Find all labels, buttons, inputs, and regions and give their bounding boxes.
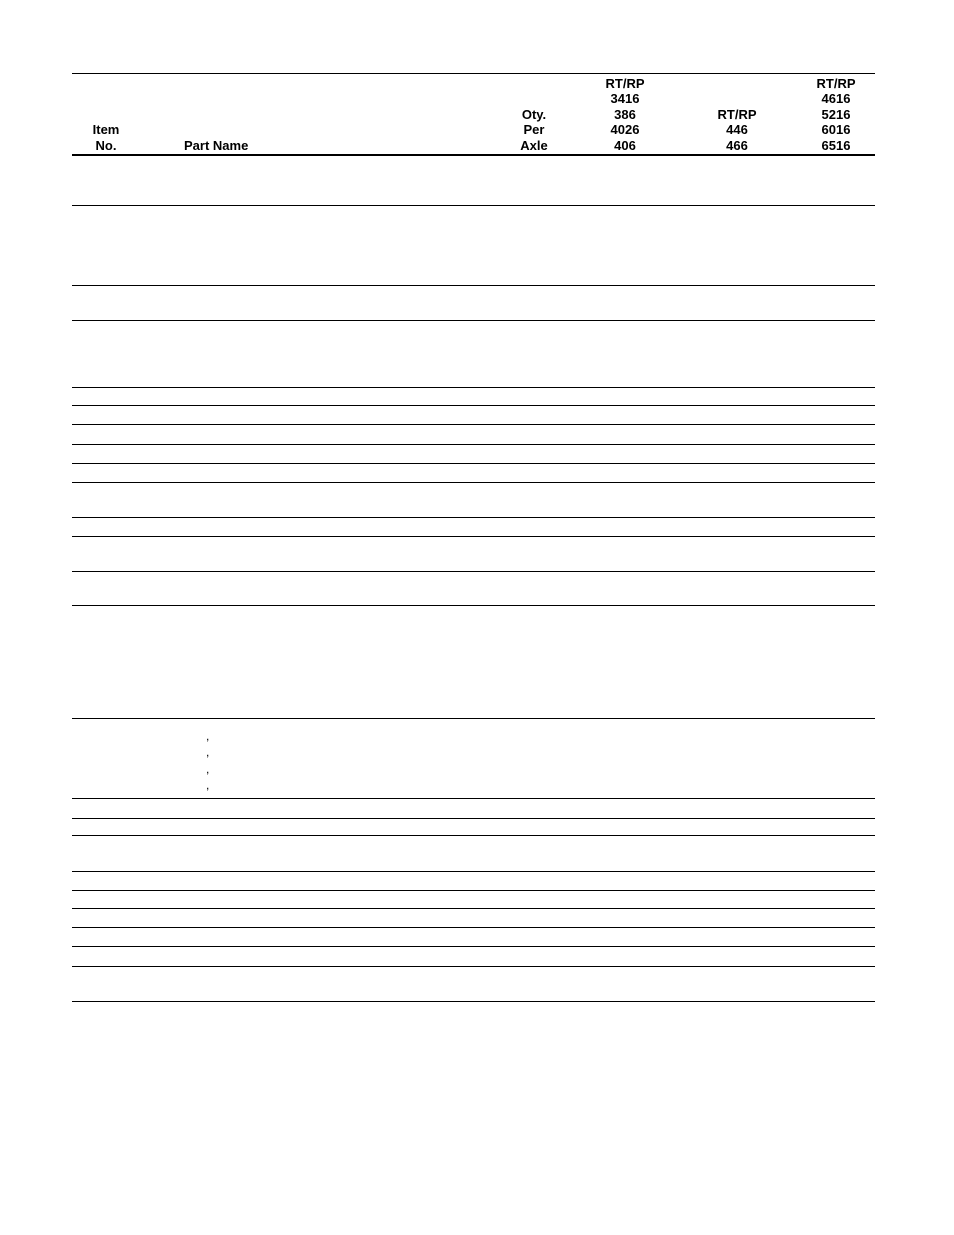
row-rule <box>72 463 875 464</box>
row-rule <box>72 205 875 206</box>
header-model-group-3: RT/RP 4616 5216 6016 6516 <box>816 75 856 153</box>
row-rule <box>72 387 875 388</box>
row-rule <box>72 871 875 872</box>
row-rule <box>72 908 875 909</box>
comma-mark: , <box>206 778 210 792</box>
header-part-name: Part Name <box>184 137 249 153</box>
row-rule <box>72 285 875 286</box>
row-rule <box>72 798 875 799</box>
header-item-no: Item No. <box>92 122 120 153</box>
header-model-group-2: RT/RP 446 466 <box>717 106 757 153</box>
row-rule <box>72 835 875 836</box>
row-rule <box>72 605 875 606</box>
header-bottom-rule <box>72 154 875 156</box>
comma-mark: , <box>206 729 210 743</box>
row-rule <box>72 405 875 406</box>
row-rule <box>72 946 875 947</box>
table-top-rule <box>72 73 875 74</box>
header-qty-per-axle: Oty. Per Axle <box>520 106 548 153</box>
row-rule <box>72 718 875 719</box>
row-rule <box>72 536 875 537</box>
row-rule <box>72 927 875 928</box>
row-rule <box>72 571 875 572</box>
comma-mark: , <box>206 762 210 776</box>
row-rule <box>72 482 875 483</box>
row-rule <box>72 517 875 518</box>
row-rule <box>72 966 875 967</box>
row-rule <box>72 890 875 891</box>
row-rule <box>72 424 875 425</box>
header-model-group-1: RT/RP 3416 386 4026 406 <box>605 75 645 153</box>
table-bottom-rule <box>72 1001 875 1002</box>
row-rule <box>72 818 875 819</box>
row-rule <box>72 320 875 321</box>
comma-mark: , <box>206 745 210 759</box>
row-rule <box>72 444 875 445</box>
